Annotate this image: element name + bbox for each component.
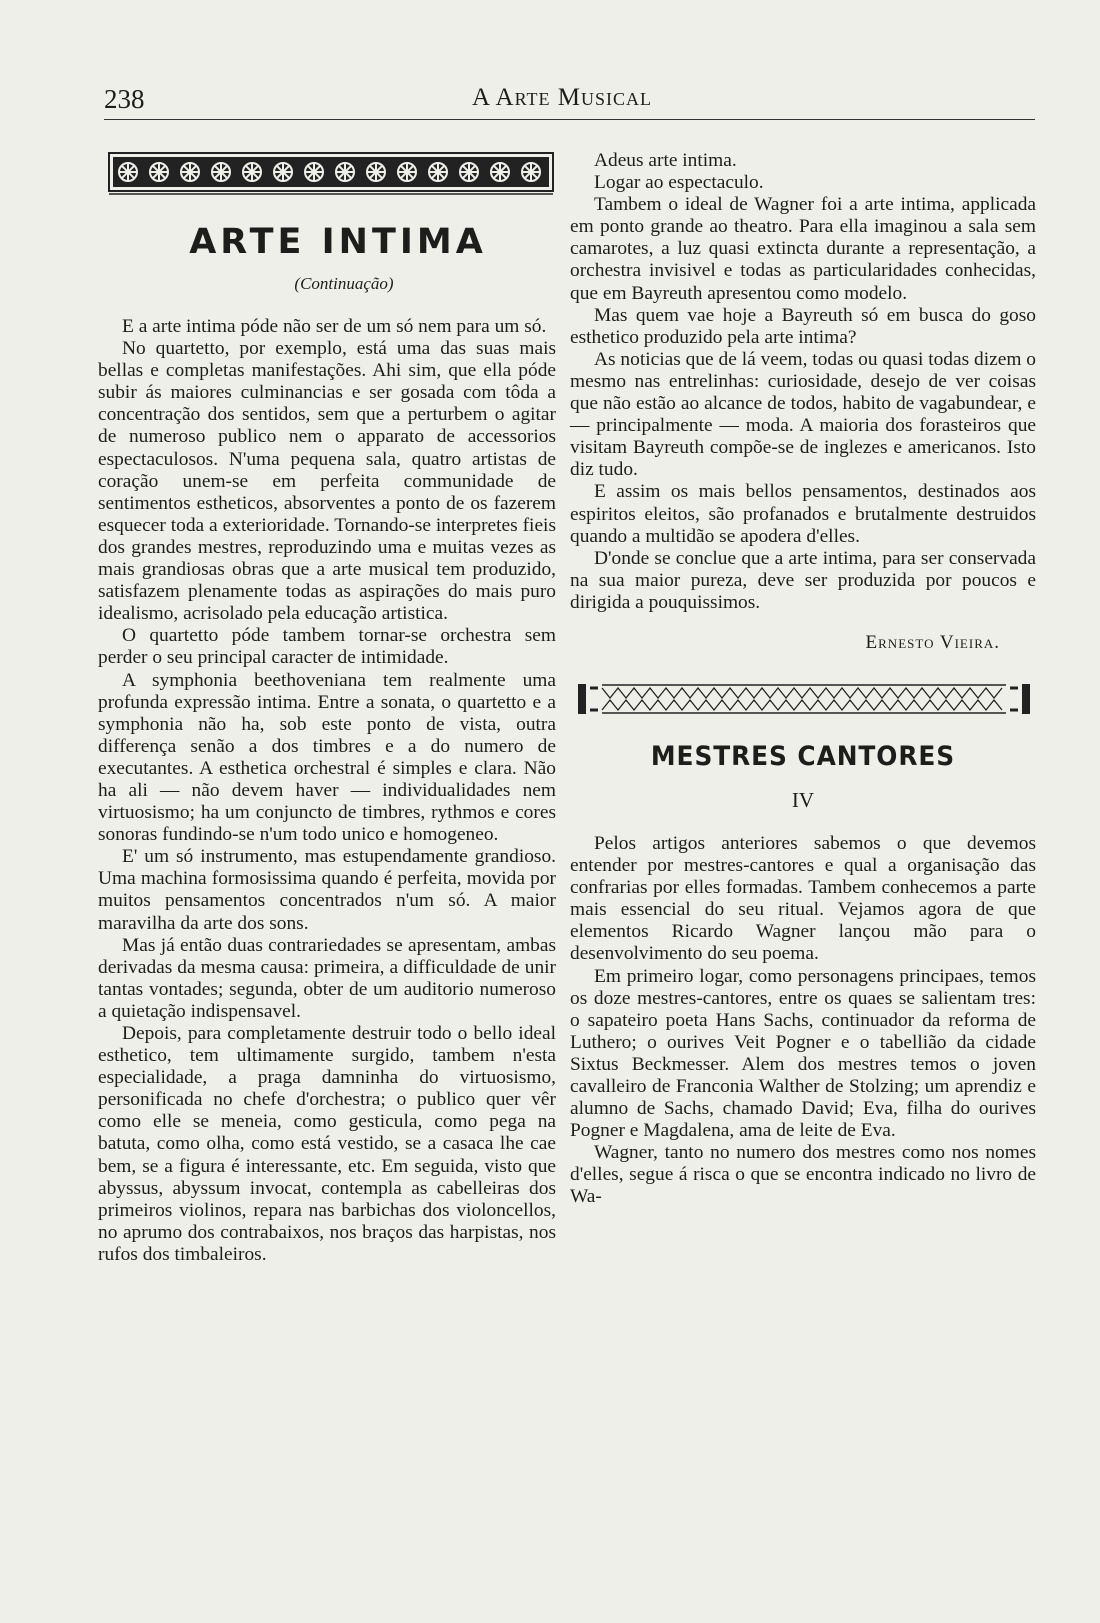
- paragraph: Tambem o ideal de Wagner foi a arte intima, applicada em ponto grande ao theatro. Para ella imaginou a sala sem camarotes, a luz quasi extincta durante a representação, a orchestra invisivel e todas as particularidades conhecidas, que em Bayreuth apresentou como modelo.: [570, 194, 1036, 304]
- paragraph: Mas quem vae hoje a Bayreuth só em busca do goso esthetico produzido pela arte intima?: [570, 304, 1036, 348]
- paragraph: As noticias que de lá veem, todas ou quasi todas dizem o mesmo nas entrelinhas: curiosidade, desejo de ver coisas que não estão ao alcance de todos, habito de vagabundear, e — principalmente — moda. A maioria dos forasteiros que visitam Bayreuth compõe-se de inglezes e americanos. Isto diz tudo.: [570, 348, 1036, 481]
- paragraph: E' um só instrumento, mas estupendamente grandioso. Uma machina formosissima quando é perfeita, movida por muitos pensamentos concentrados n'um só. A maior maravilha da arte dos sons.: [98, 846, 556, 934]
- paragraph: A symphonia beethoveniana tem realmente uma profunda expressão intima. Entre a sonata, o quartetto e a symphonia não ha, sob este ponto de vista, outra differença senão a dos timbres e a do numero de executantes. A esthetica orchestral é simples e clara. Não ha ali — não devem haver — individualidades nem virtuosismo; ha um conjuncto de timbres, rythmos e cores sonoras fundindo-se n'um todo unico e homogeneo.: [98, 669, 556, 846]
- rosette-border-ornament: [108, 152, 554, 196]
- journal-title: A Arte Musical: [472, 84, 652, 111]
- paragraph: Adeus arte intima.: [594, 150, 737, 171]
- zigzag-border-ornament: [576, 680, 1032, 718]
- paragraph: D'onde se conclue que a arte intima, para ser conservada na sua maior pureza, deve ser produzida por poucos e dirigida a pouquissimos.: [570, 547, 1036, 613]
- paragraph: Em primeiro logar, como personagens principaes, temos os doze mestres-cantores, entre os quaes se salientam tres: o sapateiro poeta Hans Sachs, continuador da reforma de Luthero; o ourives Veit Pogner e o tabellião da cidade Sixtus Beckmesser. Alem dos mestres temos o joven cavalleiro de Franconia Walther de Stolzing; um aprendiz e alumno de Sachs, chamado David; Eva, filha do ourives Pogner e Magdalena, ama de leite de Eva.: [570, 965, 1036, 1142]
- right-column: [570, 150, 1036, 1209]
- paragraph: E assim os mais bellos pensamentos, destinados aos espiritos eleitos, são profanados e brutalmente destruidos quando a multidão se apodera d'elles.: [570, 481, 1036, 547]
- paragraph-continued: Depois, para completamente destruir todo o bello ideal esthetico, tem ultimamente surgido, tambem n'esta especialidade, a praga damninha do virtuosismo, personificada no chefe d'orchestra; o publico quer vêr como elle se meneia, como gesticula, como pega na batuta, como olha, como está vestido, se a casaca lhe cae bem, se a figura é interessante, etc. Em seguida, visto que abyssus, abyssum invocat, contempla as cabelleiras dos primeiros violinos, repara nas barbichas dos violoncellos, no aprumo dos contrabaixos, nos braços das harpistas, nos rufos dos timbaleiros.: [98, 1023, 556, 1265]
- part-number: IV: [791, 787, 815, 812]
- paragraph: Logar ao espectaculo.: [594, 172, 764, 194]
- page-number: 238: [104, 84, 145, 114]
- paragraph: O quartetto póde tambem tornar-se orchestra sem perder o seu principal caracter de intimidade.: [98, 625, 556, 669]
- article-title: ARTE INTIMA: [189, 222, 487, 262]
- author-signature: Ernesto Vieira.: [865, 631, 1000, 653]
- paragraph: Wagner, tanto no numero dos mestres como nos nomes d'elles, segue á risca o que se encontra indicado no livro de Wa-: [570, 1142, 1036, 1208]
- paragraph: No quartetto, por exemplo, está uma das suas mais bellas e completas manifestações. Ahi sim, que ella póde subir ás maiores culminancias e ser gosada com tôda a concentração dos sentidos, sem que a perturbem o agitar de numeroso publico nem o apparato de accessorios espectaculosos. N'uma pequena sala, quatro artistas de coração unem-se em perfeita communidade de sentimentos estheticos, absorventes a ponto de os fazerem esquecer toda a exterioridade. Tornando-se interpretes fieis dos grandes mestres, reproduzindo uma e muitas vezes as mais grandiosas obras que a arte musical tem produzido, satisfazem plenamente todas as aspirações do mais puro idealismo, acrisolado pela educação artistica.: [98, 338, 556, 625]
- article-title: MESTRES CANTORES: [650, 740, 956, 772]
- paragraph: E a arte intima póde não ser de um só nem para um só.: [122, 316, 547, 337]
- paragraph: Mas já então duas contrariedades se apresentam, ambas derivadas da mesma causa: primeira, a difficuldade de unir tantas vontades; segunda, obter de um auditorio numeroso a quietação indispensavel.: [98, 934, 556, 1022]
- running-header: [104, 80, 1035, 116]
- header-rule: [104, 119, 1035, 120]
- paragraph: Pelos artigos anteriores sabemos o que devemos entender por mestres-cantores e qual a organisação das confrarias por elles formadas. Tambem conhecemos a parte mais essencial do seu ritual. Vejamos agora de que elementos Ricardo Wagner lançou mão para o desenvolvimento do seu poema.: [570, 832, 1036, 965]
- left-column: [98, 150, 556, 1266]
- article-subtitle: (Continuação): [294, 274, 394, 293]
